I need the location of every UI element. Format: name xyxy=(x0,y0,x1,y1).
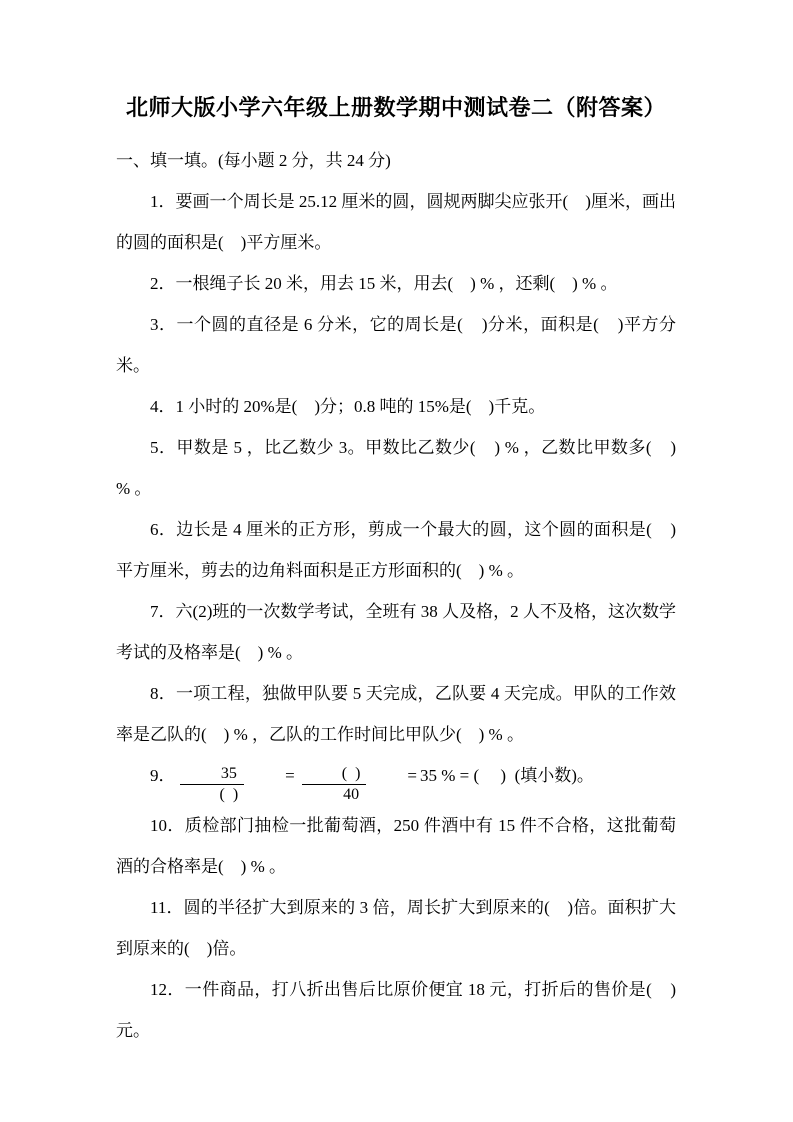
fraction-numerator-blank: ( ) xyxy=(302,765,367,785)
question-2: 2．一根绳子长 20 米，用去 15 米，用去( ) % ，还剩( ) % 。 xyxy=(150,274,618,293)
question-6: 6．边长是 4 厘米的正方形，剪成一个最大的圆，这个圆的面积是( )平方厘米，剪去的边角料面积是正方形面积的( ) % 。 xyxy=(116,520,676,580)
question-9-number: 9． xyxy=(150,766,176,785)
fraction-numerator: 35 xyxy=(180,765,245,785)
question-12: 12．一件商品，打八折出售后比原价便宜 18 元，打折后的售价是( )元。 xyxy=(116,979,676,1040)
question-9 xyxy=(116,755,676,805)
question-8: 8．一项工程，独做甲队要 5 天完成，乙队要 4 天完成。甲队的工作效率是乙队的( ) % ，乙队的工作时间比甲队少( ) % 。 xyxy=(116,684,676,744)
question-3: 3．一个圆的直径是 6 分米，它的周长是( )分米，面积是( )平方分米。 xyxy=(116,315,676,375)
section-heading: 一、填一填。(每小题 2 分，共 24 分) xyxy=(116,151,391,170)
fraction-35-over-blank xyxy=(180,765,245,805)
fraction-denominator: 40 xyxy=(343,786,360,804)
equals-sign: = xyxy=(407,766,417,785)
question-7: 7．六(2)班的一次数学考试，全班有 38 人及格，2 人不及格，这次数学考试的及格率是( ) % 。 xyxy=(116,602,676,662)
fraction-blank-over-40 xyxy=(302,765,367,805)
question-5: 5．甲数是 5 ，比乙数少 3。甲数比乙数少( ) % ，乙数比甲数多( ) % 。 xyxy=(116,438,676,498)
equals-sign: = xyxy=(285,766,295,785)
page-title: 北师大版小学六年级上册数学期中测试卷二（附答案） xyxy=(125,95,666,120)
fraction-denominator-blank: ( ) xyxy=(219,786,239,804)
question-9-tail: 35 % = ( ) (填小数)。 xyxy=(420,766,594,785)
question-4: 4．1 小时的 20%是( )分；0.8 吨的 15%是( )千克。 xyxy=(150,397,546,416)
question-11: 11．圆的半径扩大到原来的 3 倍，周长扩大到原来的( )倍。面积扩大到原来的( )倍。 xyxy=(116,897,676,958)
question-10: 10．质检部门抽检一批葡萄酒，250 件酒中有 15 件不合格，这批葡萄酒的合格率是( ) % 。 xyxy=(116,815,676,876)
question-1: 1．要画一个周长是 25.12 厘米的圆，圆规两脚尖应张开( )厘米，画出的圆的面积是( )平方厘米。 xyxy=(116,192,676,252)
